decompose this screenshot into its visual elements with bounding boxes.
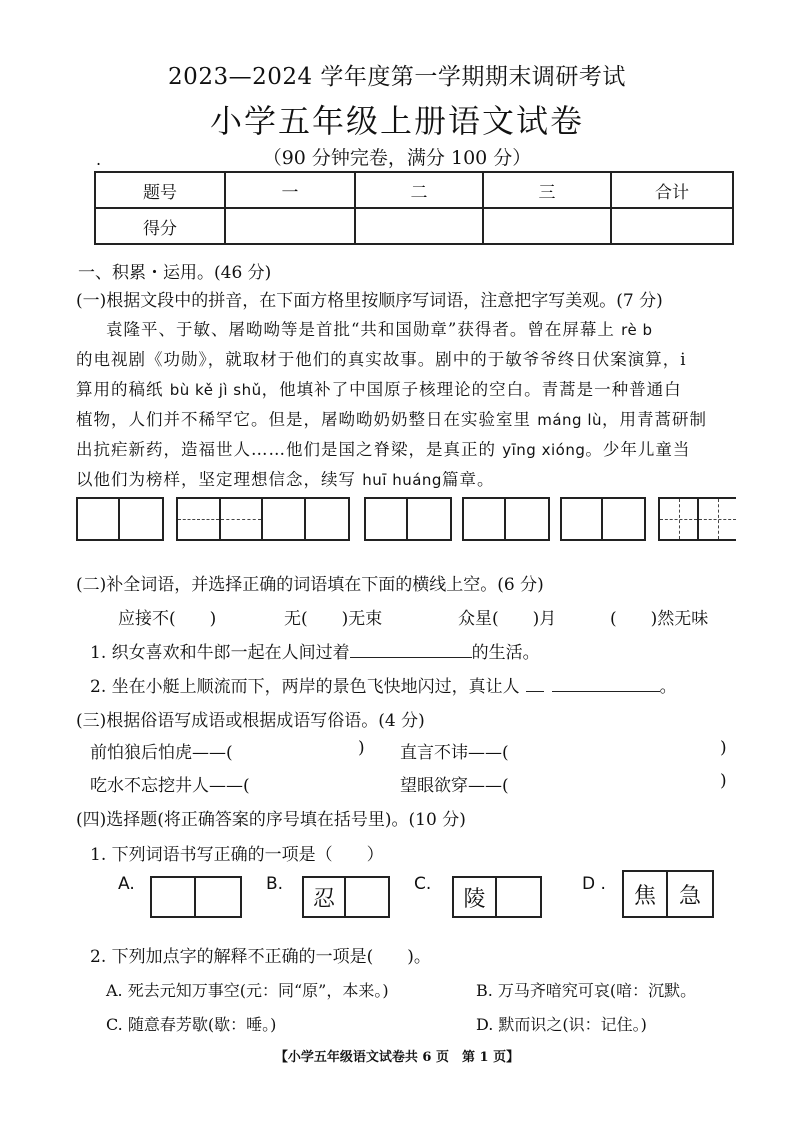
score-cell[interactable] <box>355 208 483 244</box>
score-header-cell: 二 <box>355 172 483 208</box>
writing-grid[interactable] <box>658 497 736 541</box>
answer-blank[interactable] <box>350 640 472 658</box>
option-d-box[interactable] <box>622 870 714 918</box>
q4-choice-a[interactable]: A. 死去元知万事空(元：同“原”，本来。) <box>106 981 389 1000</box>
q3-heading: (三)根据俗语写成语或根据成语写俗语。(4 分) <box>76 711 425 731</box>
page-footer: 【小学五年级语文试卷共 6 页 第 1 页】 <box>274 1050 520 1065</box>
option-d-label: D . <box>582 874 606 894</box>
grid-cell[interactable] <box>78 499 120 539</box>
passage-line <box>76 376 682 400</box>
grid-cell[interactable] <box>603 499 644 539</box>
option-cell: 焦 <box>624 872 668 916</box>
writing-grid[interactable] <box>176 497 350 541</box>
grid-cell[interactable] <box>120 499 162 539</box>
sentence-text: 的生活。 <box>471 643 540 663</box>
q2-sentence-2 <box>90 672 677 697</box>
passage-text: ，他填补了中国原子核理论的空白。青蒿是一种普通白 <box>261 380 682 399</box>
grid-cell[interactable] <box>506 499 548 539</box>
passage-line <box>76 406 707 430</box>
score-cell[interactable] <box>225 208 355 244</box>
score-cell[interactable] <box>611 208 733 244</box>
q4-choice-c[interactable]: C. 随意春芳歇(歇：唾。) <box>106 1015 277 1034</box>
saying-paren-close: ) <box>358 738 365 758</box>
passage-text: 的电视剧《功勋》，就取材于他们的真实故事。剧中的于敏爷爷终日伏案演算，i <box>76 350 687 369</box>
option-c-box[interactable] <box>452 876 542 918</box>
pinyin-prompt: huī huáng <box>362 471 442 489</box>
grid-cell[interactable] <box>660 499 699 539</box>
pinyin-prompt: yīng xióng <box>502 441 586 459</box>
saying-prompt: 前怕狼后怕虎——( <box>90 743 233 763</box>
passage-line <box>76 466 494 490</box>
grid-cell[interactable] <box>178 499 221 539</box>
time-note: （90 分钟完卷，满分 100 分） <box>262 147 532 169</box>
score-row-label: 得分 <box>95 208 225 244</box>
passage-text: 算用的稿纸 <box>76 380 170 399</box>
score-table-score-row <box>95 208 733 244</box>
writing-grid[interactable] <box>462 497 550 541</box>
q4-question-2: 2. 下列加点字的解释不正确的一项是( )。 <box>90 947 431 967</box>
q1-heading: (一)根据文段中的拼音，在下面方格里按顺序写词语，注意把字写美观。(7 分) <box>76 291 663 311</box>
answer-blank[interactable] <box>552 674 660 692</box>
dot-mark: . <box>96 150 102 169</box>
pinyin-prompt: rè b <box>621 321 653 339</box>
exam-title: 2023—2024 学年度第一学期期末调研考试 <box>168 64 626 90</box>
saying-paren-close: ) <box>720 771 727 791</box>
score-header-cell: 一 <box>225 172 355 208</box>
passage-line <box>76 436 690 460</box>
idiom-blank[interactable]: 无( )无束 <box>284 609 383 629</box>
option-b-label: B. <box>266 874 284 894</box>
option-cell <box>196 878 240 916</box>
sentence-text: 1. 织女喜欢和牛郎一起在人间过着 <box>90 643 350 663</box>
pinyin-prompt: máng lù <box>537 411 603 429</box>
grid-cell[interactable] <box>366 499 408 539</box>
idiom-blank[interactable]: ( )然无味 <box>610 609 709 629</box>
q2-heading: (二)补全词语，并选择正确的词语填在下面的横线上空。(6 分) <box>76 575 544 595</box>
score-header-cell: 三 <box>483 172 611 208</box>
writing-grid[interactable] <box>76 497 164 541</box>
writing-grid[interactable] <box>560 497 646 541</box>
q4-choice-b[interactable]: B. 万马齐喑究可哀(喑：沉默。 <box>476 981 697 1000</box>
q4-choice-d[interactable]: D. 默而识之(识：记住。) <box>476 1015 647 1034</box>
option-cell: 急 <box>679 883 702 909</box>
option-cell <box>346 878 388 916</box>
option-c-label: C. <box>414 874 432 894</box>
saying-prompt: 吃水不忘挖井人——( <box>90 776 250 796</box>
part1-heading: 一、积累・运用。(46 分) <box>78 263 272 283</box>
grid-cell[interactable] <box>464 499 506 539</box>
passage-text: 袁隆平、于敏、屠呦呦等是首批“共和国勋章”获得者。曾在屏幕上 <box>106 320 622 339</box>
option-a-label: A. <box>118 874 135 894</box>
grid-cell[interactable] <box>408 499 450 539</box>
passage-text: 。少年儿童当 <box>585 440 691 459</box>
option-b-box[interactable] <box>302 876 390 918</box>
score-header-cell: 合计 <box>611 172 733 208</box>
grid-cell[interactable] <box>263 499 306 539</box>
grid-cell[interactable] <box>699 499 736 539</box>
passage-text: 以他们为榜样，坚定理想信念，续写 <box>76 470 363 489</box>
writing-grid[interactable] <box>364 497 452 541</box>
score-table <box>94 171 734 245</box>
passage-line <box>106 316 652 340</box>
idiom-blank[interactable]: 众星( )月 <box>458 609 557 629</box>
sentence-text: 。 <box>659 677 677 697</box>
option-cell: 忍 <box>304 878 346 916</box>
saying-prompt: 望眼欲穿——( <box>400 776 509 796</box>
score-cell[interactable] <box>483 208 611 244</box>
option-cell <box>152 878 196 916</box>
q4-question-1: 1. 下列词语书写正确的一项是（ ） <box>90 845 384 865</box>
grid-cell[interactable] <box>562 499 603 539</box>
passage-text: 植物，人们并不稀罕它。但是，屠呦呦奶奶整日在实验室里 <box>76 410 538 429</box>
sentence-text: 2. 坐在小艇上顺流而下，两岸的景色飞快地闪过，真让人 <box>90 677 520 697</box>
passage-text: ，用青蒿研制 <box>602 410 708 429</box>
saying-prompt: 直言不讳——( <box>400 743 509 763</box>
grid-cell[interactable] <box>221 499 264 539</box>
answer-blank[interactable] <box>526 674 544 692</box>
idiom-blank[interactable]: 应接不( ) <box>118 609 217 629</box>
q4-heading: (四)选择题(将正确答案的序号填在括号里)。(10 分) <box>76 810 466 830</box>
passage-text: 出抗疟新药，造福世人……他们是国之脊梁，是真正的 <box>76 440 503 459</box>
grid-cell[interactable] <box>306 499 348 539</box>
saying-paren-close: ) <box>720 738 727 758</box>
passage-text: 篇章。 <box>441 470 495 489</box>
option-a-box[interactable] <box>150 876 242 918</box>
pinyin-prompt: bù kě jì shǔ <box>169 381 262 399</box>
score-header-cell: 题号 <box>95 172 225 208</box>
option-cell: 陵 <box>454 878 497 916</box>
passage-line <box>76 346 687 370</box>
score-table-header-row <box>95 172 733 208</box>
q2-sentence-1 <box>90 638 540 663</box>
paper-title: 小学五年级上册语文试卷 <box>209 102 584 140</box>
option-cell <box>497 878 540 916</box>
